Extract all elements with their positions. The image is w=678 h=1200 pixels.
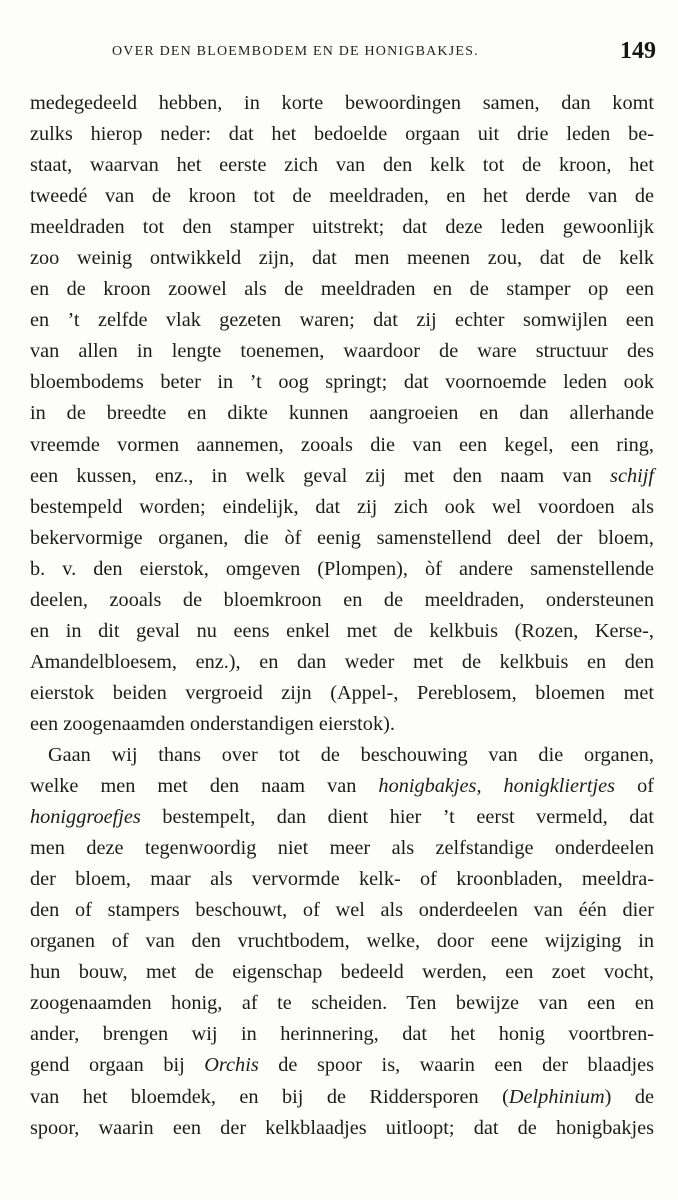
running-head	[112, 38, 656, 72]
text-line	[30, 1113, 654, 1144]
text-segment: bekervormige organen, die òf eenig samenstellend deel der bloem,	[30, 526, 654, 549]
text-line	[30, 833, 654, 864]
text-segment: van het bloemdek, en bij de Riddersporen (	[30, 1085, 509, 1108]
text-segment: tweedé van de kroon tot de meeldraden, en het derde van de	[30, 185, 654, 208]
text-segment: deelen, zooals de bloemkroon en de meeldraden, ondersteunen	[30, 588, 654, 611]
text-segment: een kussen, enz., in welk geval zij met den naam van	[30, 464, 611, 487]
text-line	[30, 461, 654, 492]
italic-term: honigkliertjes	[503, 775, 616, 798]
text-segment: Amandelbloesem, enz.), en dan weder met de kelkbuis en den	[30, 650, 654, 673]
text-line	[30, 492, 654, 523]
text-segment: in de breedte en dikte kunnen aangroeien en dan allerhande	[30, 402, 654, 425]
text-segment: men deze tegenwoordig niet meer als zelfstandige onderdeelen	[30, 837, 654, 860]
text-segment: ) de	[604, 1085, 654, 1108]
text-segment: zoo weinig ontwikkeld zijn, dat men meenen zou, dat de kelk	[30, 247, 654, 270]
text-segment: zoogenaamden honig, af te scheiden. Ten bewijze van een en	[30, 992, 654, 1015]
page-number: 149	[620, 38, 656, 64]
text-line	[30, 274, 654, 305]
text-line	[30, 926, 654, 957]
text-segment: spoor, waarin een der kelkblaadjes uitloopt; dat de honigbakjes	[30, 1116, 654, 1139]
text-segment: eierstok beiden vergroeid zijn (Appel-, Pereblosem, bloemen met	[30, 681, 654, 704]
text-line	[30, 771, 654, 802]
text-segment: meeldraden tot den stamper uitstrekt; dat deze leden gewoonlijk	[30, 216, 654, 239]
text-segment: hun bouw, met de eigenschap bedeeld werden, een zoet vocht,	[30, 961, 654, 984]
text-line	[30, 554, 654, 585]
text-line	[30, 1050, 654, 1081]
text-segment: vreemde vormen aannemen, zooals die van een kegel, een ring,	[30, 433, 654, 456]
italic-term: Delphinium	[508, 1085, 605, 1108]
text-line	[30, 336, 654, 367]
text-segment: een zoogenaamden onderstandigen eierstok).	[30, 712, 395, 735]
text-line	[30, 678, 654, 709]
text-line	[30, 709, 654, 740]
text-line	[30, 150, 654, 181]
running-head-title: OVER DEN BLOEMBODEM EN DE HONIGBAKJES.	[112, 44, 479, 59]
text-line	[30, 430, 654, 461]
text-segment: medegedeeld hebben, in korte bewoordingen samen, dan komt	[30, 92, 654, 114]
text-line	[30, 1082, 654, 1113]
text-line	[30, 212, 654, 243]
text-line	[30, 88, 654, 119]
text-segment: en ’t zelfde vlak gezeten waren; dat zij echter somwijlen een	[30, 309, 654, 332]
text-line	[30, 305, 654, 336]
text-line	[30, 740, 654, 771]
text-segment: bloembodems beter in ’t oog springt; dat voornoemde leden ook	[30, 371, 654, 394]
text-segment: bestempelt, dan dient hier ’t eerst vermeld, dat	[140, 806, 654, 829]
text-segment: b. v. den eierstok, omgeven (Plompen), òf andere samenstellende	[30, 557, 654, 580]
text-segment: Gaan wij thans over tot de beschouwing van die organen,	[48, 743, 654, 766]
text-line	[30, 585, 654, 616]
italic-term: honigbakjes	[378, 775, 477, 798]
text-line	[30, 988, 654, 1019]
text-segment: van allen in lengte toenemen, waardoor de ware structuur des	[30, 340, 654, 363]
italic-term: Orchis	[204, 1054, 259, 1077]
text-line	[30, 802, 654, 833]
text-line	[30, 957, 654, 988]
text-line	[30, 181, 654, 212]
text-segment: welke men met den naam van	[30, 775, 379, 798]
text-segment: en de kroon zoowel als de meeldraden en de stamper op een	[30, 278, 654, 301]
text-segment: zulks hierop neder: dat het bedoelde orgaan uit drie leden be-	[30, 123, 654, 146]
text-segment: gend orgaan bij	[30, 1054, 205, 1077]
text-segment: der bloem, maar als vervormde kelk- of kroonbladen, meeldra-	[30, 868, 654, 891]
text-line	[30, 616, 654, 647]
text-line	[30, 647, 654, 678]
text-line	[30, 1019, 654, 1050]
text-line	[30, 367, 654, 398]
text-segment: ,	[476, 775, 504, 798]
text-segment: organen of van den vruchtbodem, welke, door eene wijziging in	[30, 930, 654, 953]
italic-term: honiggroefjes	[30, 806, 141, 829]
text-line	[30, 119, 654, 150]
text-segment: den of stampers beschouwt, of wel als onderdeelen van één dier	[30, 899, 654, 922]
text-line	[30, 398, 654, 429]
text-line	[30, 895, 654, 926]
text-segment: de spoor is, waarin een der blaadjes	[258, 1054, 654, 1077]
text-segment: of	[615, 775, 655, 798]
text-line	[30, 864, 654, 895]
italic-term: schijf	[610, 464, 654, 487]
text-line	[30, 523, 654, 554]
text-segment: en in dit geval nu eens enkel met de kelkbuis (Rozen, Kerse-,	[30, 619, 654, 642]
text-line	[30, 243, 654, 274]
body-text	[30, 88, 654, 1144]
text-segment: bestempeld worden; eindelijk, dat zij zich ook wel voordoen als	[30, 495, 654, 518]
text-segment: staat, waarvan het eerste zich van den kelk tot de kroon, het	[30, 154, 654, 177]
text-segment: ander, brengen wij in herinnering, dat het honig voortbren-	[30, 1023, 654, 1046]
